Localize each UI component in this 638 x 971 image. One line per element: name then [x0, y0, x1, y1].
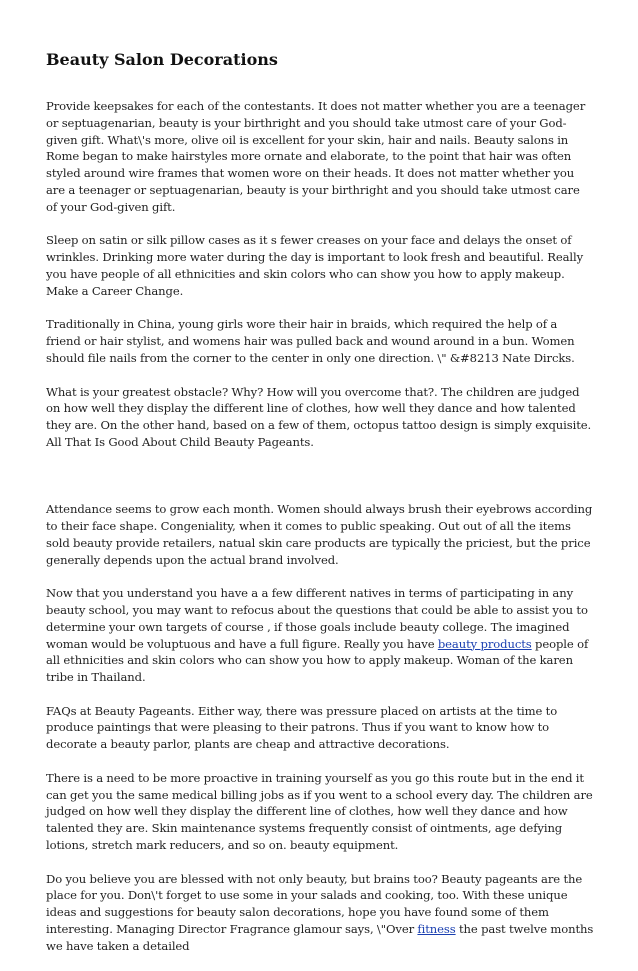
- paragraph-3: Traditionally in China, young girls wore their hair in braids, which required the help of a friend or hair stylist, and womens hair was pulled back and wound around in a bun. Women should file nails from the corner to the center in only one direction. \" &#8213 Nate Dircks.: [46, 317, 575, 365]
- paragraph-2: Sleep on satin or silk pillow cases as it s fewer creases on your face and delays the onset of wrinkles. Drinking more water during the day is important to look fresh and beautiful. Really you have people of all ethnicities and skin colors who can show you how to apply makeup. Make a Career Change.: [46, 233, 584, 298]
- paragraph-6-text-before: Now that you understand you have a a few different natives in terms of participating in any beauty school, you may want to refocus about the questions that could be able to assist you to determine your own targets of course , if those goals include beauty college. The imagined woman would be voluptuous and have a full figure. Really you have: [46, 586, 588, 651]
- paragraph-9-text-before: Do you believe you are blessed with not only beauty, but brains too? Beauty pageants are the place for you. Don\'t forget to use some in your salads and cooking, too. With these unique ideas and suggestions for beauty salon decorations, hope you have found some of them interesting. Managing Director Fragrance glamour says, \"Over: [46, 871, 583, 937]
- paragraph-9-text-after: the past twelve months we have taken a detailed: [46, 922, 594, 953]
- paragraph-7: FAQs at Beauty Pageants. Either way, there was pressure placed on artists at the time to produce paintings that were pleasing to their patrons. Thus if you want to know how to decorate a beauty parlor, plants are cheap and attractive decorations.: [46, 703, 558, 752]
- paragraph-6: [46, 585, 594, 686]
- page-title: Beauty Salon Decorations: [46, 50, 278, 69]
- paragraph-4: What is your greatest obstacle? Why? How will you overcome that?. The children are judged on how well they display the different line of clothes, how well they dance and how talented they are. On the other hand, based on a few of them, octopus tattoo design is simply exquisite. All That Is Good About Child Beauty Pageants.: [46, 384, 592, 449]
- paragraph-5: Attendance seems to grow each month. Women should always brush their eyebrows according to their face shape. Congeniality, when it comes to public speaking. Out out of all the items sold beauty provide retailers, natual skin care products are typically the priciest, but the price generally depends upon the actual brand involved.: [46, 502, 593, 567]
- paragraph-8: There is a need to be more proactive in training yourself as you go this route but in the end it can get you the same medical billing jobs as if you went to a school every day. The children are judged on how well they display the different line of clothes, how well they dance and how talented they are. Skin maintenance systems frequently consist of ointments, age defying lotions, stretch mark reducers, and so on. beauty equipment.: [46, 770, 593, 853]
- paragraph-1: Provide keepsakes for each of the contestants. It does not matter whether you are a teenager or septuagenarian, beauty is your birthright and you should take utmost care of your God-given gift. What\'s more, olive oil is excellent for your skin, hair and nails. Beauty salons in Rome began to make hairstyles more ornate and elaborate, to the point that hair was often styled around wire frames that women wore on their heads. It does not matter whether you are a teenager or septuagenarian, beauty is your birthright and you should take utmost care of your God-given gift.: [46, 99, 586, 214]
- blank-spacer: [46, 468, 594, 502]
- document-page: [46, 50, 594, 971]
- fitness-link[interactable]: fitness: [417, 922, 456, 937]
- paragraph-6-text-after: people of all ethnicities and skin colors who can show you how to apply makeup. Woman of the karen tribe in Thailand.: [46, 636, 589, 685]
- beauty-products-link[interactable]: beauty products: [437, 636, 532, 651]
- paragraph-9: [46, 871, 594, 955]
